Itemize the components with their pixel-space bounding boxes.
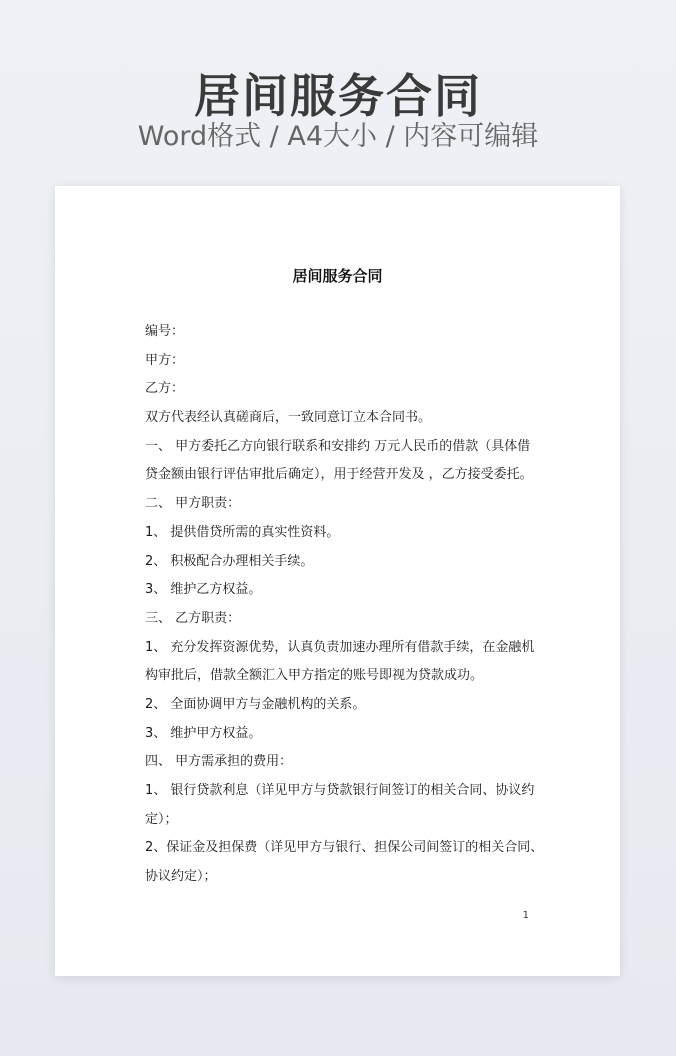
banner-title: 居间服务合同 <box>194 69 482 123</box>
clause-1-line-1: 一、 甲方委托乙方向银行联系和安排约 万元人民币的借款（具体借 <box>145 438 531 454</box>
contract-number-line: 编号： <box>145 324 185 339</box>
document-body <box>145 318 544 892</box>
section-3-heading: 三、 乙方职责： <box>145 610 241 626</box>
section-3-item-3: 3、 维护甲方权益。 <box>145 725 262 741</box>
section-4-item-1-line-1: 1、 银行贷款利息（详见甲方与贷款银行间签订的相关合同、协议约 <box>145 783 535 798</box>
section-3-item-1-line-2: 构审批后，借款全额汇入甲方指定的账号即视为贷款成功。 <box>145 668 484 684</box>
section-4-item-2-line-1: 2、保证金及担保费（详见甲方与银行、担保公司间签订的相关合同、 <box>145 840 544 856</box>
section-2-item-3: 3、 维护乙方权益。 <box>145 582 262 598</box>
clause-1-line-2: 贷金额由银行评估审批后确定），用于经营开发及 ，乙方接受委托。 <box>145 467 533 483</box>
section-2-heading: 二、 甲方职责： <box>145 496 241 512</box>
preamble-line: 双方代表经认真磋商后，一致同意订立本合同书。 <box>145 410 432 426</box>
page-number: 1 <box>522 910 529 921</box>
section-4-item-2-line-2: 协议约定）； <box>145 869 217 885</box>
party-a-line: 甲方： <box>145 352 185 368</box>
party-b-line: 乙方： <box>145 381 185 397</box>
banner-subtitle: Word格式 / A4大小 / 内容可编辑 <box>137 121 539 152</box>
section-2-item-1: 1、 提供借贷所需的真实性资料。 <box>145 524 340 540</box>
section-4-item-1-line-2: 定）； <box>145 811 178 827</box>
section-3-item-2: 2、 全面协调甲方与金融机构的关系。 <box>145 696 366 712</box>
document-page <box>55 186 620 976</box>
section-4-heading: 四、 甲方需承担的费用： <box>145 754 293 770</box>
section-3-item-1-line-1: 1、 充分发挥资源优势，认真负责加速办理所有借款手续，在金融机 <box>145 639 535 655</box>
document-title: 居间服务合同 <box>292 267 383 285</box>
section-2-item-2: 2、 积极配合办理相关手续。 <box>145 553 314 569</box>
